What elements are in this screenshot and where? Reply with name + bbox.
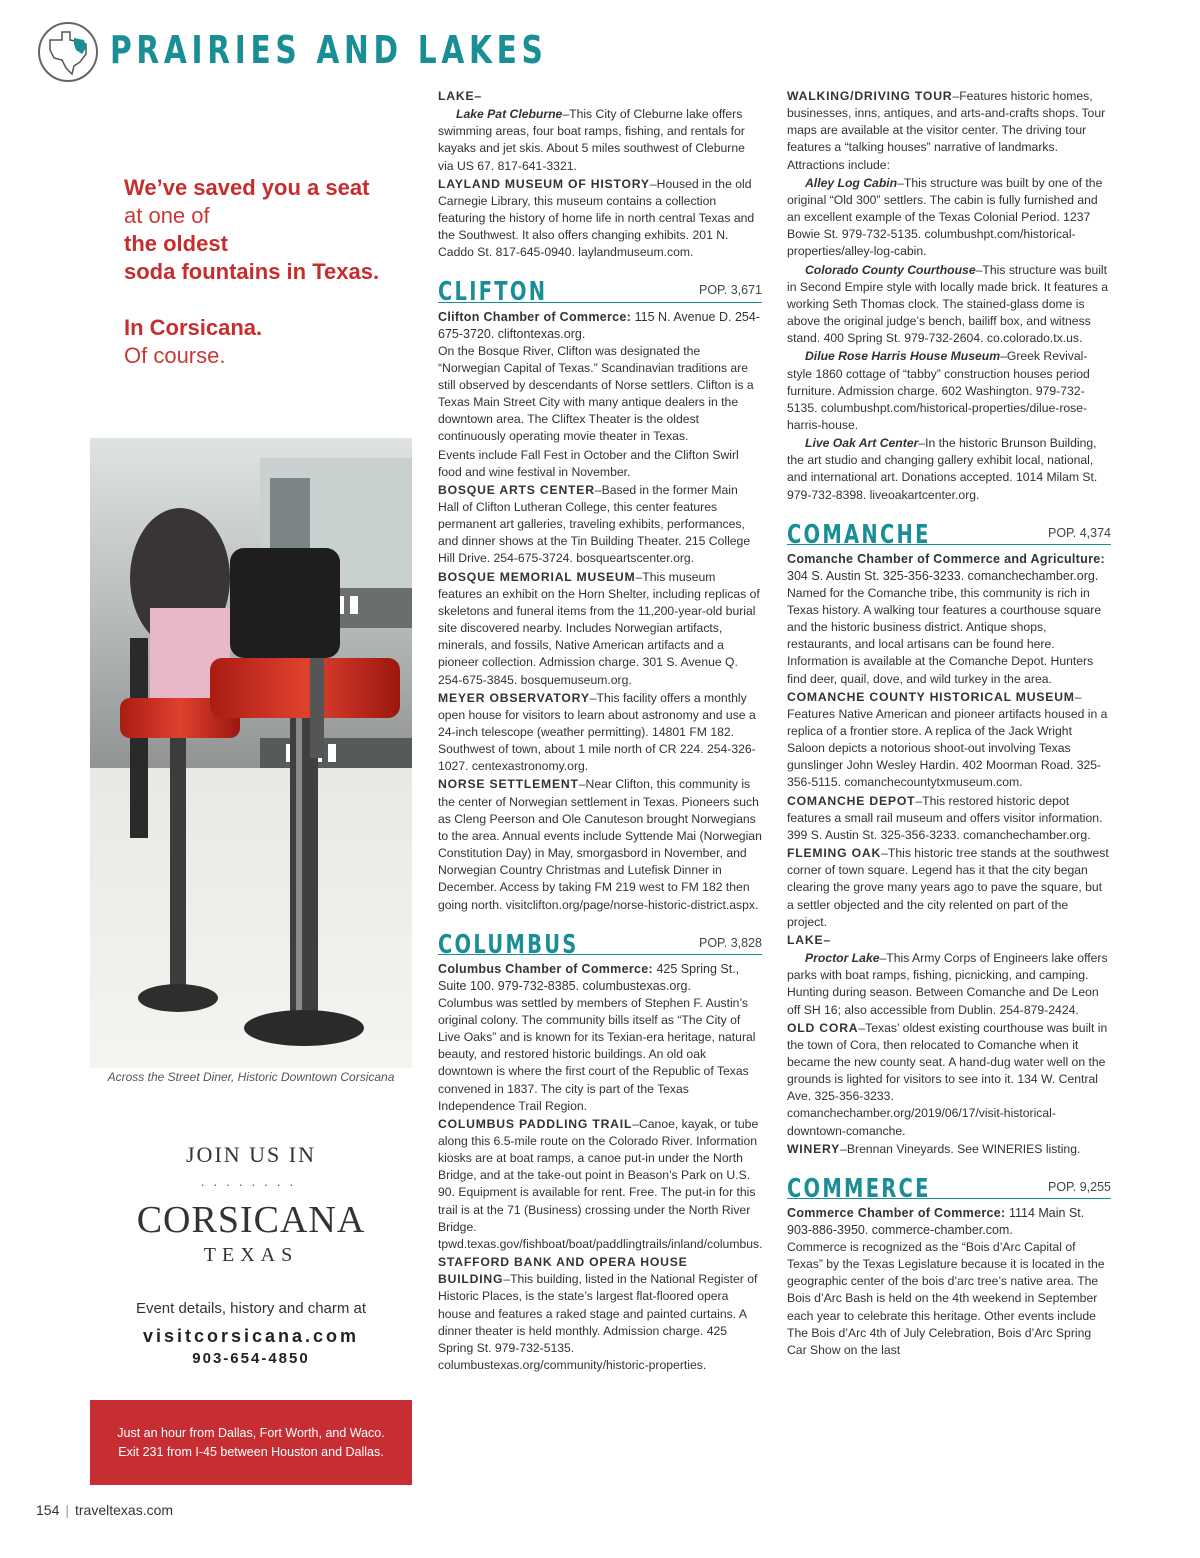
entry-sublabel: Colorado County Courthouse — [805, 262, 976, 277]
chamber-info — [438, 309, 762, 343]
entry-text: –This restored historic depot features a small rail museum and offers visitor information. 399 S. Austin St. 325-356-3233. comanchechamber.org. — [787, 793, 1103, 842]
city-name: COMANCHE — [787, 519, 931, 550]
entry-sublabel: Lake Pat Cleburne — [456, 107, 563, 122]
join-us-text: JOIN US IN — [186, 1142, 316, 1167]
city-name: COLUMBUS — [438, 929, 579, 960]
chamber-label: Columbus Chamber of Commerce: — [438, 961, 653, 976]
ad-headline-line: We’ve saved you a seat — [124, 175, 370, 200]
entry — [438, 106, 762, 175]
entry-label: OLD CORA — [787, 1020, 859, 1035]
city-heading-comanche — [787, 514, 1111, 550]
entry-label: BOSQUE MEMORIAL MUSEUM — [438, 569, 636, 584]
entry — [787, 435, 1111, 504]
entry — [787, 1141, 1111, 1158]
entry — [438, 176, 762, 262]
entry — [438, 690, 762, 776]
text-column-right — [787, 88, 1111, 1360]
entry-text: –Based in the former Main Hall of Clifton Lutheran College, this center features permanent art galleries, traveling exhibits, performances, and dinner shows at the Tin Building Theater. 215 College Hill Drive. 254-675-3724. bosqueartscenter.org. — [438, 482, 751, 566]
city-population: POP. 4,374 — [1047, 525, 1111, 540]
city-heading-clifton — [438, 272, 762, 308]
chamber-label: Comanche Chamber of Commerce and Agriculture: — [787, 551, 1105, 566]
entry-text: –This Army Corps of Engineers lake offers parks with boat ramps, fishing, picnicking, and camping. Hunting during season. Between Comanche and De Leon off SH 16; also accessible from Dublin. 254-879-2424. — [787, 951, 1108, 1017]
chamber-text: 115 N. Avenue D. 254-675-3720. cliftontexas.org. — [438, 309, 760, 341]
entry-label: COMANCHE DEPOT — [787, 793, 916, 808]
entry-text: –This historic tree stands at the southwest corner of town square. Legend has it that the city began clearing the grove many years ago to pave the square, but a settler objected and the city relented on part of the project. — [787, 846, 1109, 929]
page-footer: 154 | traveltexas.com — [36, 1502, 174, 1518]
decorative-dots: ········ — [200, 1176, 302, 1192]
text-column-middle — [438, 88, 762, 1375]
city-heading-columbus — [438, 924, 762, 960]
directions-banner — [90, 1400, 412, 1485]
entry — [787, 175, 1111, 261]
entry-text: –This structure was built by one of the original “Old 300” settlers. The cabin is fully furnished and an excellent example of the Texas Colonial Period. 1237 Bowie St. 979-732-5135. columbushpt.com/historical-properties/alley-log-cabin. — [787, 175, 1103, 259]
entry — [438, 569, 762, 689]
entry-text: –This structure was built in Second Empire style with locally made brick. It features a working Seth Thomas clock. The stained-glass dome is above the original judge’s bench, bailiff box, and witness stand. 400 Spring St. 979-732-2604. co.colorado.tx.us. — [787, 262, 1109, 346]
event-details-text: Event details, history and charm at — [135, 1300, 367, 1317]
ad-headline-line: at one of — [124, 203, 210, 228]
page-header — [36, 20, 736, 80]
city-intro: Commerce is recognized as the “Bois d’Arc Capital of Texas” by the Texas Legislature because it is located in the geographic center of the bois d’arc tree’s native area. The Bois d’Arc Bash is held on the 4th weekend in September each year to celebrate this heritage. Other events include The Bois d’Arc 4th of July Celebration, Bois d’Arc Spring Car Show on the last — [787, 1239, 1105, 1357]
ad-headline-line: the oldest — [124, 231, 228, 256]
entry-label: LAYLAND MUSEUM OF HISTORY — [438, 176, 650, 191]
ad-headline-line: In Corsicana. — [124, 315, 263, 340]
entry — [787, 950, 1111, 1019]
corsicana-advertisement — [90, 150, 412, 1485]
texas-map-logo-icon — [36, 20, 100, 84]
entry — [438, 1116, 762, 1253]
chamber-label: Commerce Chamber of Commerce: — [787, 1205, 1006, 1220]
corsicana-logo: CORSICANA — [136, 1199, 366, 1241]
city-population: POP. 3,828 — [698, 935, 762, 950]
entry — [438, 1254, 762, 1374]
ad-headline-line: soda fountains in Texas. — [124, 259, 380, 284]
city-intro: Named for the Comanche tribe, this community is rich in Texas history. A walking tour features a courthouse square and the historic business district. Antique shops, restaurants, and local artisans can be found here. Information is available at the Comanche Depot. Hunters find deer, quail, dove, and wild turkey in the area. — [787, 585, 1102, 686]
city-population: POP. 9,255 — [1047, 1179, 1111, 1194]
city-name: COMMERCE — [787, 1173, 931, 1204]
entry-label: MEYER OBSERVATORY — [438, 690, 590, 705]
corsicana-logo-sub: TEXAS — [203, 1244, 299, 1266]
footer-site-link[interactable]: traveltexas.com — [75, 1502, 174, 1518]
entry-label: WALKING/DRIVING TOUR — [787, 89, 953, 103]
entry-label: NORSE SETTLEMENT — [438, 777, 579, 792]
entry-text: –Greek Revival-style 1860 cottage of “tabby” construction houses period furniture. Admission charge. 602 Washington. 979-732-5135. columbushpt.com/historical-properties/dilue-rose-harris-house. — [787, 349, 1090, 432]
entry-label: LAKE– — [787, 932, 831, 947]
city-intro: On the Bosque River, Clifton was designated the “Norwegian Capital of Texas.” Scandinavian traditions are still observed by descendants of Norse settlers. Clifton is a Texas Main Street City with many antique dealers in the downtown area. The Cliftex Theater is the oldest continuously operating movie theater in Texas. — [438, 343, 754, 444]
entry-text: –Texas’ oldest existing courthouse was built in the town of Cora, then relocated to Comanche when it became the new county seat. A hand-dug water well on the grounds is lighted for visitors to see into it. 134 W. Central Ave. 325-356-3233. comanchechamber.org/2019/06/17/visit-historical-downtown-comanche. — [787, 1020, 1108, 1138]
chamber-text: 1114 Main St. 903-886-3950. commerce-chamber.com. — [787, 1205, 1085, 1237]
entry-sublabel: Proctor Lake — [805, 951, 880, 966]
chamber-info — [787, 1205, 1111, 1239]
city-name: CLIFTON — [438, 277, 548, 308]
photo-caption: Across the Street Diner, Historic Downtown Corsicana — [107, 1070, 395, 1084]
entry — [787, 262, 1111, 348]
entry-text: –Canoe, kayak, or tube along this 6.5-mile route on the Colorado River. Information kiosks are at boat ramps, a canoe put-in under the North Bridge, and at the take-out point in Beason’s Park on U.S. 90. Equipment is available for rent. Free. The put-in for this trail is at the 71 (Business) crossing under the North River Bridge. tpwd.texas.gov/fishboat/boat/paddlingtrails/inland/columbus. — [438, 1116, 763, 1251]
chamber-info — [787, 551, 1111, 585]
entry — [438, 482, 762, 568]
entry-label: WINERY — [787, 1141, 841, 1156]
entry-text: –This facility offers a monthly open house for visitors to learn about astronomy and use a 24-inch telescope (weather permitting). 14801 FM 182. Southwest of town, about 1 mile north of CR 224. 254-326-1027. centexastronomy.org. — [438, 690, 756, 774]
entry — [787, 932, 1111, 949]
directions-line: Exit 231 from I-45 between Houston and Dallas. — [118, 1444, 384, 1459]
website-link[interactable]: visitcorsicana.com — [142, 1326, 360, 1346]
entry — [787, 793, 1111, 844]
entry-label: STAFFORD BANK AND OPERA HOUSE BUILDING — [438, 1255, 688, 1287]
entry-label: COMANCHE COUNTY HISTORICAL MUSEUM — [787, 689, 1075, 704]
ad-headline — [124, 174, 414, 370]
city-events: Events include Fall Fest in October and the Clifton Swirl food and wine festival in November. — [438, 447, 739, 479]
city-population: POP. 3,671 — [698, 283, 762, 298]
section-title: PRAIRIES AND LAKES — [110, 28, 548, 72]
entry-text: –This City of Cleburne lake offers swimming areas, four boat ramps, fishing, and rentals for kayaks and jet skis. About 5 miles southwest of Cleburne via US 67. 817-641-3321. — [438, 107, 745, 173]
entry-text: –In the historic Brunson Building, the art studio and changing gallery exhibit local, national, and international art. Donations accepted. 1014 Milam St. 979-732-8398. liveoakartcenter.org. — [787, 436, 1098, 502]
entry-text: –Brennan Vineyards. See WINERIES listing. — [840, 1141, 1081, 1156]
entry — [787, 845, 1111, 931]
entry-text: –Near Clifton, this community is the center of Norwegian settlement in Texas. Pioneers such as Cleng Peerson and Ole Canuteson brought Norwegians to the area. Annual events include Syttende Mai (Norwegian Constitution Day) in May, smorgasbord in November, and Norwegian Country Christmas and Lutefisk Dinner in December. Access by taking FM 219 west to FM 182 then going north. visitclifton.org/page/norse-historic-district.aspx. — [438, 777, 762, 912]
entry-text: –Features Native American and pioneer artifacts housed in a replica of a frontier store. A replica of the Jack Wright Saloon depicts a notorious shoot-out involving Texas gunslinger John Wesley Hardin. 402 Moorman Road. 325-356-5115. comanchecountytxmuseum.com. — [787, 689, 1108, 790]
diner-stools-photo — [90, 438, 412, 1068]
entry-sublabel: Dilue Rose Harris House Museum — [805, 349, 1001, 364]
entry — [787, 1020, 1111, 1140]
ad-headline-line: Of course. — [124, 343, 226, 368]
entry-label: BOSQUE ARTS CENTER — [438, 482, 595, 497]
entry-text: –This museum features an exhibit on the Horn Shelter, including replicas of skeletons and funeral items from the 11,200-year-old burial site discovered nearby. Includes Norwegian artifacts, minerals, and fossils, Native American artifacts and a pioneer collection. Admission charge. 301 S. Avenue Q. 254-675-3845. bosquemuseum.org. — [438, 569, 760, 687]
entry-sublabel: Alley Log Cabin — [805, 175, 898, 190]
directions-line: Just an hour from Dallas, Fort Worth, and Waco. — [117, 1425, 385, 1440]
entry-label: LAKE– — [438, 89, 482, 103]
page-number: 154 — [36, 1502, 60, 1518]
chamber-label: Clifton Chamber of Commerce: — [438, 309, 632, 324]
entry — [438, 776, 762, 913]
entry-label: FLEMING OAK — [787, 846, 882, 861]
entry-text: –This building, listed in the National Register of Historic Places, is the state’s largest flat-floored opera house and features a raked stage and painted curtains. A dinner theater is held monthly. Admission charge. 425 Spring St. 979-732-5135. columbustexas.org/community/historic-properties. — [438, 1272, 758, 1372]
entry-sublabel: Live Oak Art Center — [805, 436, 919, 451]
chamber-info — [438, 961, 762, 995]
phone-number: 903-654-4850 — [192, 1350, 310, 1367]
entry — [438, 88, 762, 105]
chamber-text: 304 S. Austin St. 325-356-3233. comanchechamber.org. — [787, 568, 1099, 583]
entry — [787, 348, 1111, 434]
entry-text: –Housed in the old Carnegie Library, this museum contains a collection featuring the history of home life in north central Texas and the Southwest. It also offers changing exhibits. 201 N. Caddo St. 817-645-0940. laylandmuseum.com. — [438, 176, 755, 260]
chamber-text: 425 Spring St., Suite 100. 979-732-8385. columbustexas.org. — [438, 961, 740, 993]
entry — [787, 88, 1111, 174]
city-heading-commerce — [787, 1168, 1111, 1204]
city-intro: Columbus was settled by members of Stephen F. Austin’s original colony. The community bills itself as “The City of Live Oaks” and is known for its Texian-era heritage, natural beauty, and restored historic buildings. An old oak downtown is where the first court of the Republic of Texas convened in 1837. The city is part of the Texas Independence Trail Region. — [438, 995, 756, 1113]
entry — [787, 689, 1111, 792]
entry-text: –Features historic homes, businesses, inns, antiques, and arts-and-crafts shops. Tour maps are available at the visitor center. The driving tour features a “talking houses” narrative of landmarks. Attractions include: — [787, 89, 1106, 172]
entry-label: COLUMBUS PADDLING TRAIL — [438, 1116, 633, 1131]
